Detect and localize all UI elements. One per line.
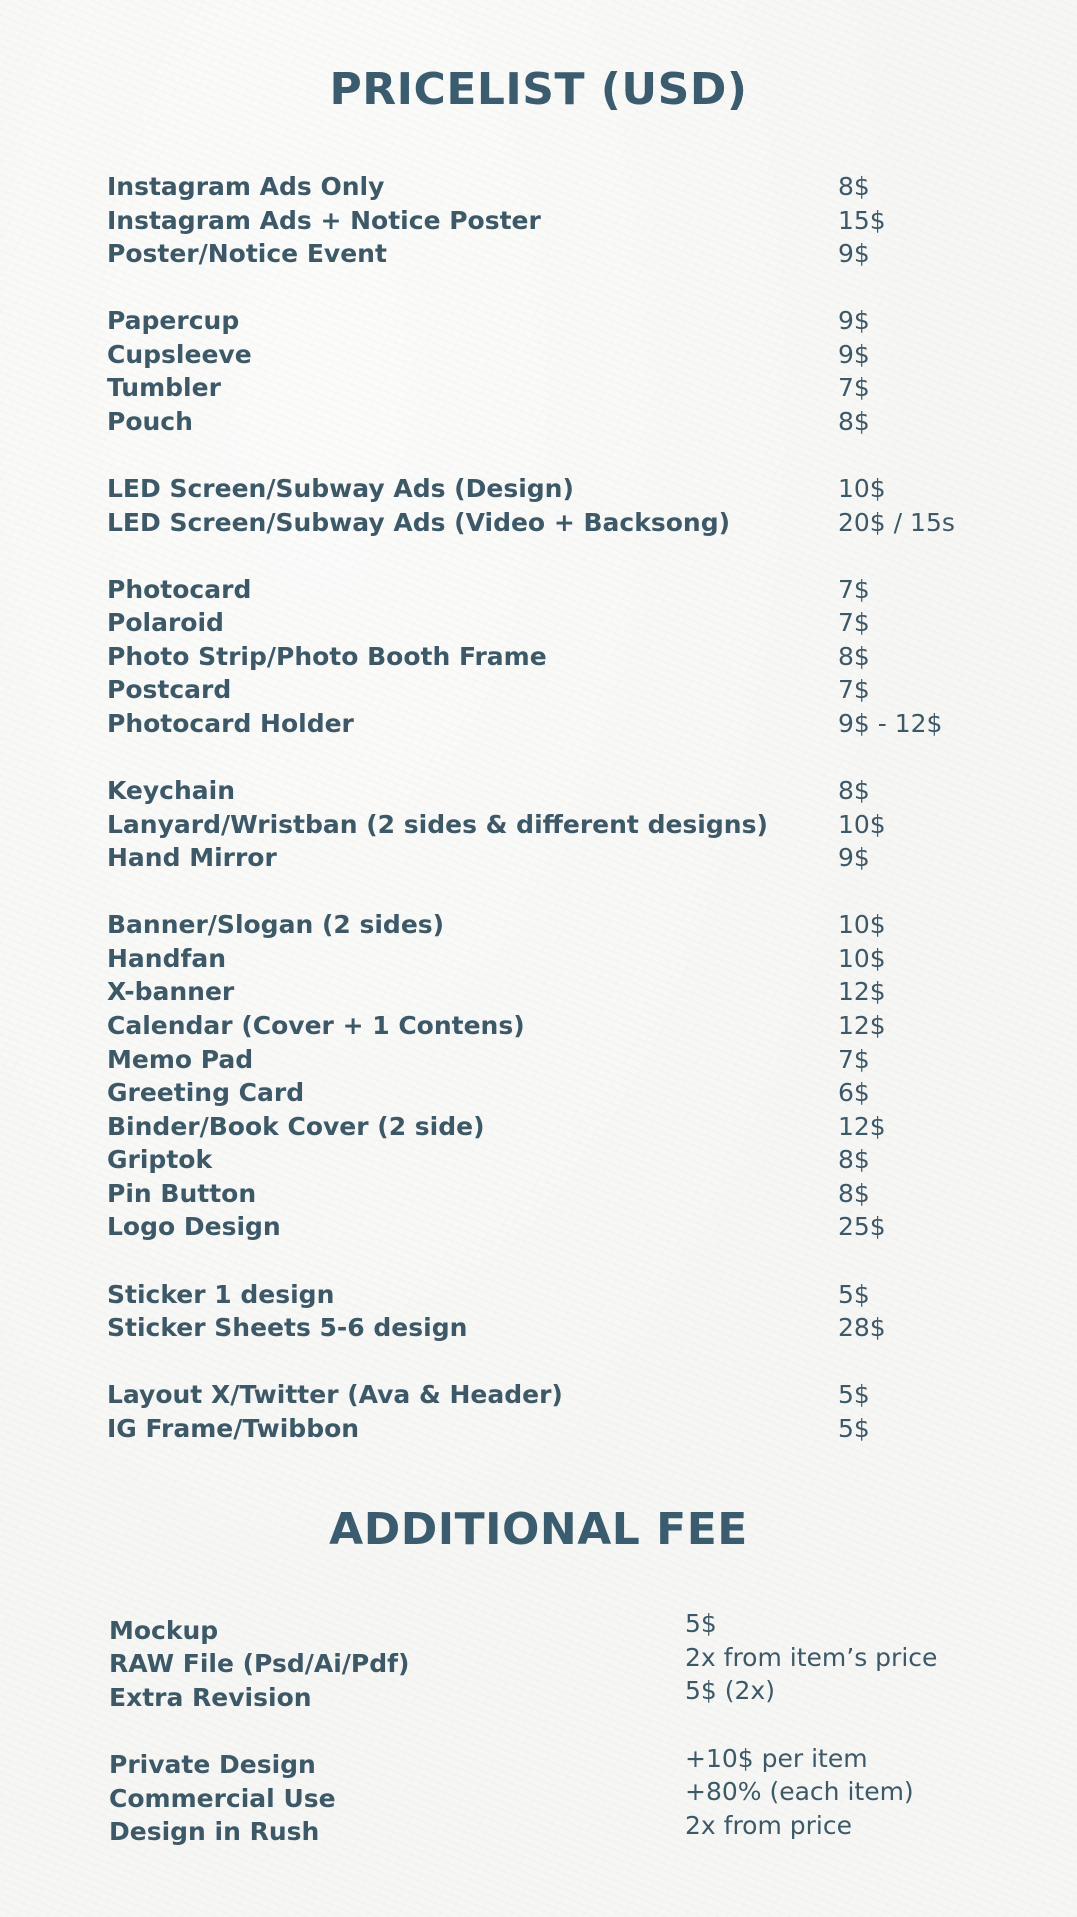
item-price: 9$: [838, 306, 870, 335]
item-price: 20$ / 15s: [838, 508, 955, 537]
fee-name: Private Design: [109, 1750, 316, 1779]
item-name: Keychain: [107, 776, 236, 805]
item-price: 28$: [838, 1313, 886, 1342]
item-price: 7$: [838, 373, 870, 402]
item-name: Pin Button: [107, 1179, 257, 1208]
item-name: Poster/Notice Event: [107, 239, 387, 268]
item-name: Memo Pad: [107, 1045, 254, 1074]
item-name: Lanyard/Wristban (2 sides & different designs): [107, 810, 768, 839]
item-name: Polaroid: [107, 608, 224, 637]
item-price: 7$: [838, 1045, 870, 1074]
additional-fee-title: ADDITIONAL FEE: [329, 1504, 748, 1555]
fee-value: 2x from price: [685, 1811, 852, 1840]
item-name: LED Screen/Subway Ads (Video + Backsong): [107, 508, 731, 537]
item-price: 10$: [838, 944, 886, 973]
fee-name: Extra Revision: [109, 1683, 312, 1712]
item-price: 8$: [838, 776, 870, 805]
fee-name: Design in Rush: [109, 1817, 320, 1846]
item-price: 8$: [838, 1179, 870, 1208]
item-price: 12$: [838, 977, 886, 1006]
item-name: Cupsleeve: [107, 340, 252, 369]
item-price: 8$: [838, 642, 870, 671]
fee-name: RAW File (Psd/Ai/Pdf): [109, 1649, 410, 1678]
item-name: Papercup: [107, 306, 240, 335]
item-price: 9$: [838, 340, 870, 369]
fee-value: 5$ (2x): [685, 1676, 775, 1705]
item-price: 7$: [838, 675, 870, 704]
item-price: 12$: [838, 1011, 886, 1040]
item-price: 12$: [838, 1112, 886, 1141]
item-name: Griptok: [107, 1145, 213, 1174]
item-name: Calendar (Cover + 1 Contens): [107, 1011, 525, 1040]
item-name: Tumbler: [107, 373, 221, 402]
item-name: Photocard: [107, 575, 252, 604]
item-name: Layout X/Twitter (Ava & Header): [107, 1380, 563, 1409]
item-price: 6$: [838, 1078, 870, 1107]
item-price: 5$: [838, 1280, 870, 1309]
item-price: 7$: [838, 608, 870, 637]
fee-name: Mockup: [109, 1616, 219, 1645]
item-name: Sticker 1 design: [107, 1280, 335, 1309]
item-name: Instagram Ads + Notice Poster: [107, 206, 541, 235]
item-price: 25$: [838, 1212, 886, 1241]
item-name: Banner/Slogan (2 sides): [107, 910, 445, 939]
item-name: Hand Mirror: [107, 843, 277, 872]
item-name: Pouch: [107, 407, 193, 436]
item-name: Logo Design: [107, 1212, 281, 1241]
item-price: 8$: [838, 172, 870, 201]
fee-value: 2x from item’s price: [685, 1643, 938, 1672]
item-name: Instagram Ads Only: [107, 172, 385, 201]
item-price: 5$: [838, 1380, 870, 1409]
item-price: 10$: [838, 910, 886, 939]
item-price: 8$: [838, 1145, 870, 1174]
item-name: Photo Strip/Photo Booth Frame: [107, 642, 547, 671]
item-price: 5$: [838, 1414, 870, 1443]
item-name: X-banner: [107, 977, 235, 1006]
item-name: LED Screen/Subway Ads (Design): [107, 474, 574, 503]
item-name: Sticker Sheets 5-6 design: [107, 1313, 468, 1342]
item-price: 10$: [838, 474, 886, 503]
item-price: 8$: [838, 407, 870, 436]
item-name: Photocard Holder: [107, 709, 354, 738]
item-price: 15$: [838, 206, 886, 235]
item-price: 10$: [838, 810, 886, 839]
fee-value: 5$: [685, 1609, 717, 1638]
fee-value: +80% (each item): [685, 1777, 914, 1806]
item-name: Postcard: [107, 675, 232, 704]
item-name: Handfan: [107, 944, 227, 973]
item-price: 7$: [838, 575, 870, 604]
item-price: 9$ - 12$: [838, 709, 943, 738]
pricelist-title: PRICELIST (USD): [329, 64, 748, 115]
fee-name: Commercial Use: [109, 1784, 336, 1813]
item-price: 9$: [838, 239, 870, 268]
item-name: Greeting Card: [107, 1078, 305, 1107]
item-name: IG Frame/Twibbon: [107, 1414, 360, 1443]
item-name: Binder/Book Cover (2 side): [107, 1112, 485, 1141]
fee-value: +10$ per item: [685, 1744, 868, 1773]
item-price: 9$: [838, 843, 870, 872]
